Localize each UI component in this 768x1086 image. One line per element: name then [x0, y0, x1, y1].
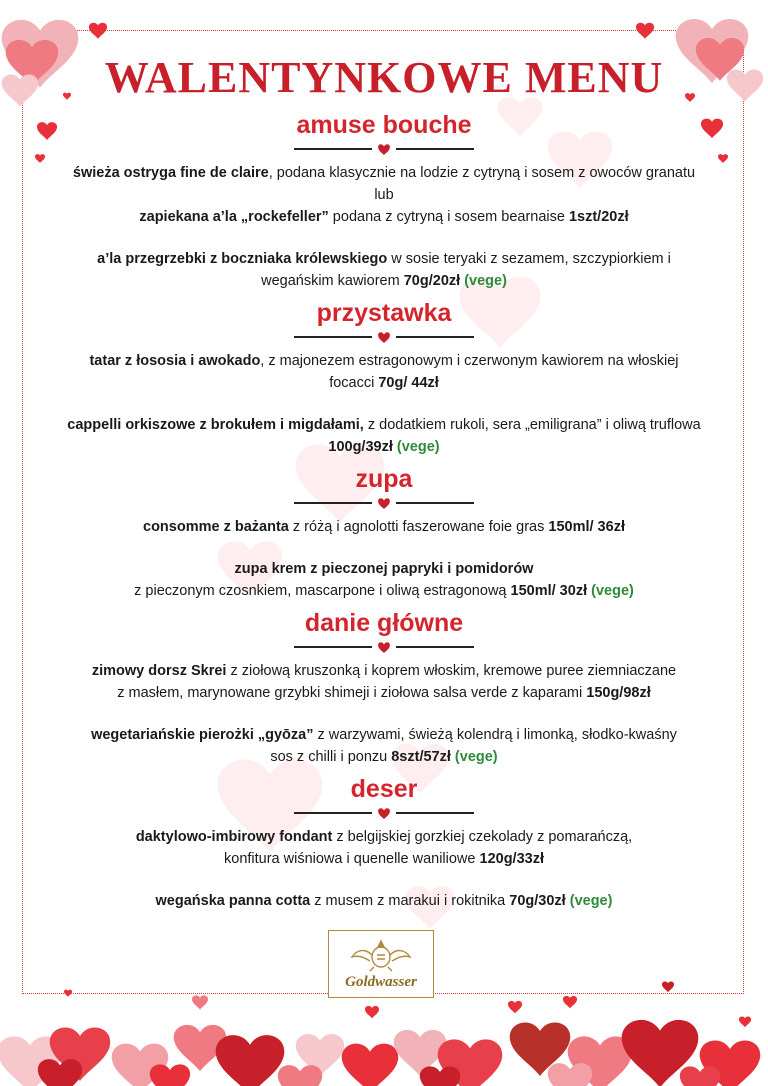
menu-item-line	[40, 372, 728, 394]
menu-item-text: z musem z marakui i rokitnika	[310, 893, 510, 909]
menu-item-text: , podana klasycznie na lodzie z cytryną i sosem z owoców granatu	[268, 165, 696, 181]
section-divider	[294, 496, 474, 510]
menu-item-bold-text: tatar z łososia i awokado	[89, 353, 261, 369]
vege-tag: (vege)	[569, 893, 613, 909]
logo-brand-text: Goldwasser	[345, 974, 417, 990]
menu-item-line	[40, 848, 728, 870]
menu-item-bold-text: zapiekana a’la „rockefeller”	[139, 209, 329, 225]
menu-item-bold-text: a’la przegrzebki z boczniaka królewskiego	[97, 251, 388, 267]
goldwasser-crest-icon	[346, 937, 416, 973]
section-divider	[294, 330, 474, 344]
menu-item-text: z różą i agnolotti faszerowane foie gras	[288, 519, 549, 535]
menu-item-bold-text: 150ml/ 30zł	[510, 583, 588, 599]
heart-icon	[377, 142, 391, 155]
menu-item-line	[40, 414, 728, 436]
vege-tag: (vege)	[396, 439, 440, 455]
vege-tag: (vege)	[454, 749, 498, 765]
menu-item-text: z masłem, marynowane grzybki shimeji i ziołowa salsa verde z kaparami	[117, 685, 587, 701]
heart-icon	[377, 330, 391, 343]
menu-item-line	[40, 746, 728, 768]
menu-item-bold-text: 120g/33zł	[479, 851, 544, 867]
heart-icon	[377, 806, 391, 819]
menu-item-bold-text: wegańska panna cotta	[155, 893, 311, 909]
menu-item-bold-text: zupa krem z pieczonej papryki i pomidorów	[234, 561, 534, 577]
menu-item-line	[40, 660, 728, 682]
menu-item-line	[40, 558, 728, 580]
menu-item-text: focacci	[329, 375, 379, 391]
menu-item-text: z pieczonym czosnkiem, mascarpone i oliwą estragonową	[134, 583, 511, 599]
menu-item-line	[40, 184, 728, 206]
menu-item-bold-text: cappelli orkiszowe z brokułem i migdałami,	[67, 417, 364, 433]
menu-item-line	[40, 162, 728, 184]
menu-item-line	[40, 516, 728, 538]
menu-content	[40, 52, 728, 912]
menu-item-text: sos z chilli i ponzu	[270, 749, 392, 765]
menu-title: WALENTYNKOWE MENU	[104, 53, 664, 102]
menu-item-line	[40, 890, 728, 912]
menu-item-line	[40, 580, 728, 602]
menu-item-line	[40, 724, 728, 746]
menu-item-text: wegańskim kawiorem	[261, 273, 404, 289]
menu-item-line	[40, 436, 728, 458]
menu-item-bold-text: 8szt/57zł	[391, 749, 451, 765]
menu-item-bold-text: daktylowo-imbirowy fondant	[135, 829, 333, 845]
section-divider	[294, 142, 474, 156]
menu-item-text: konfitura wiśniowa i quenelle waniliowe	[224, 851, 480, 867]
menu-item-bold-text: 100g/39zł	[328, 439, 393, 455]
menu-item-text: z ziołową kruszonką i koprem włoskim, kremowe puree ziemniaczane	[226, 663, 677, 679]
menu-item-bold-text: 150ml/ 36zł	[548, 519, 625, 535]
menu-item-bold-text: wegetariańskie pierożki „gyōza”	[91, 727, 314, 743]
menu-item-line	[40, 270, 728, 292]
menu-item-text: z warzywami, świeżą kolendrą i limonką, słodko-kwaśny	[313, 727, 677, 743]
menu-item-line	[40, 248, 728, 270]
menu-item-bold-text: consomme z bażanta	[143, 519, 289, 535]
section-divider	[294, 806, 474, 820]
section-title: deser	[350, 775, 418, 803]
goldwasser-logo	[328, 930, 434, 998]
menu-item-line	[40, 350, 728, 372]
menu-item-line	[40, 682, 728, 704]
menu-sections	[40, 110, 728, 912]
menu-item-text: z belgijskiej gorzkiej czekolady z pomarańczą,	[332, 829, 633, 845]
section-title: przystawka	[316, 299, 452, 327]
vege-tag: (vege)	[464, 273, 507, 289]
menu-item-text: lub	[374, 187, 394, 203]
menu-item-text: , z majonezem estragonowym i czerwonym kawiorem na włoskiej	[260, 353, 679, 369]
section-title: zupa	[355, 465, 413, 493]
menu-item-bold-text: 150g/98zł	[586, 685, 651, 701]
menu-item-bold-text: zimowy dorsz Skrei	[91, 663, 227, 679]
menu-item-bold-text: świeża ostryga fine de claire	[72, 165, 269, 181]
menu-item-line	[40, 206, 728, 228]
section-title: amuse bouche	[296, 111, 472, 139]
heart-icon	[377, 640, 391, 653]
section-title: danie główne	[304, 609, 464, 637]
section-divider	[294, 640, 474, 654]
menu-item-bold-text: 70g/30zł	[509, 893, 566, 909]
menu-item-line	[40, 826, 728, 848]
menu-item-bold-text: 70g/20zł	[403, 273, 461, 289]
menu-item-text: podana z cytryną i sosem bearnaise	[328, 209, 569, 225]
vege-tag: (vege)	[591, 583, 634, 599]
heart-icon	[377, 496, 391, 509]
menu-item-bold-text: 70g/ 44zł	[378, 375, 439, 391]
menu-item-bold-text: 1szt/20zł	[568, 209, 629, 225]
menu-item-text: z dodatkiem rukoli, sera „emiligrana” i oliwą truflowa	[363, 417, 701, 433]
menu-item-text: w sosie teryaki z sezamem, szczypiorkiem i	[387, 251, 671, 267]
